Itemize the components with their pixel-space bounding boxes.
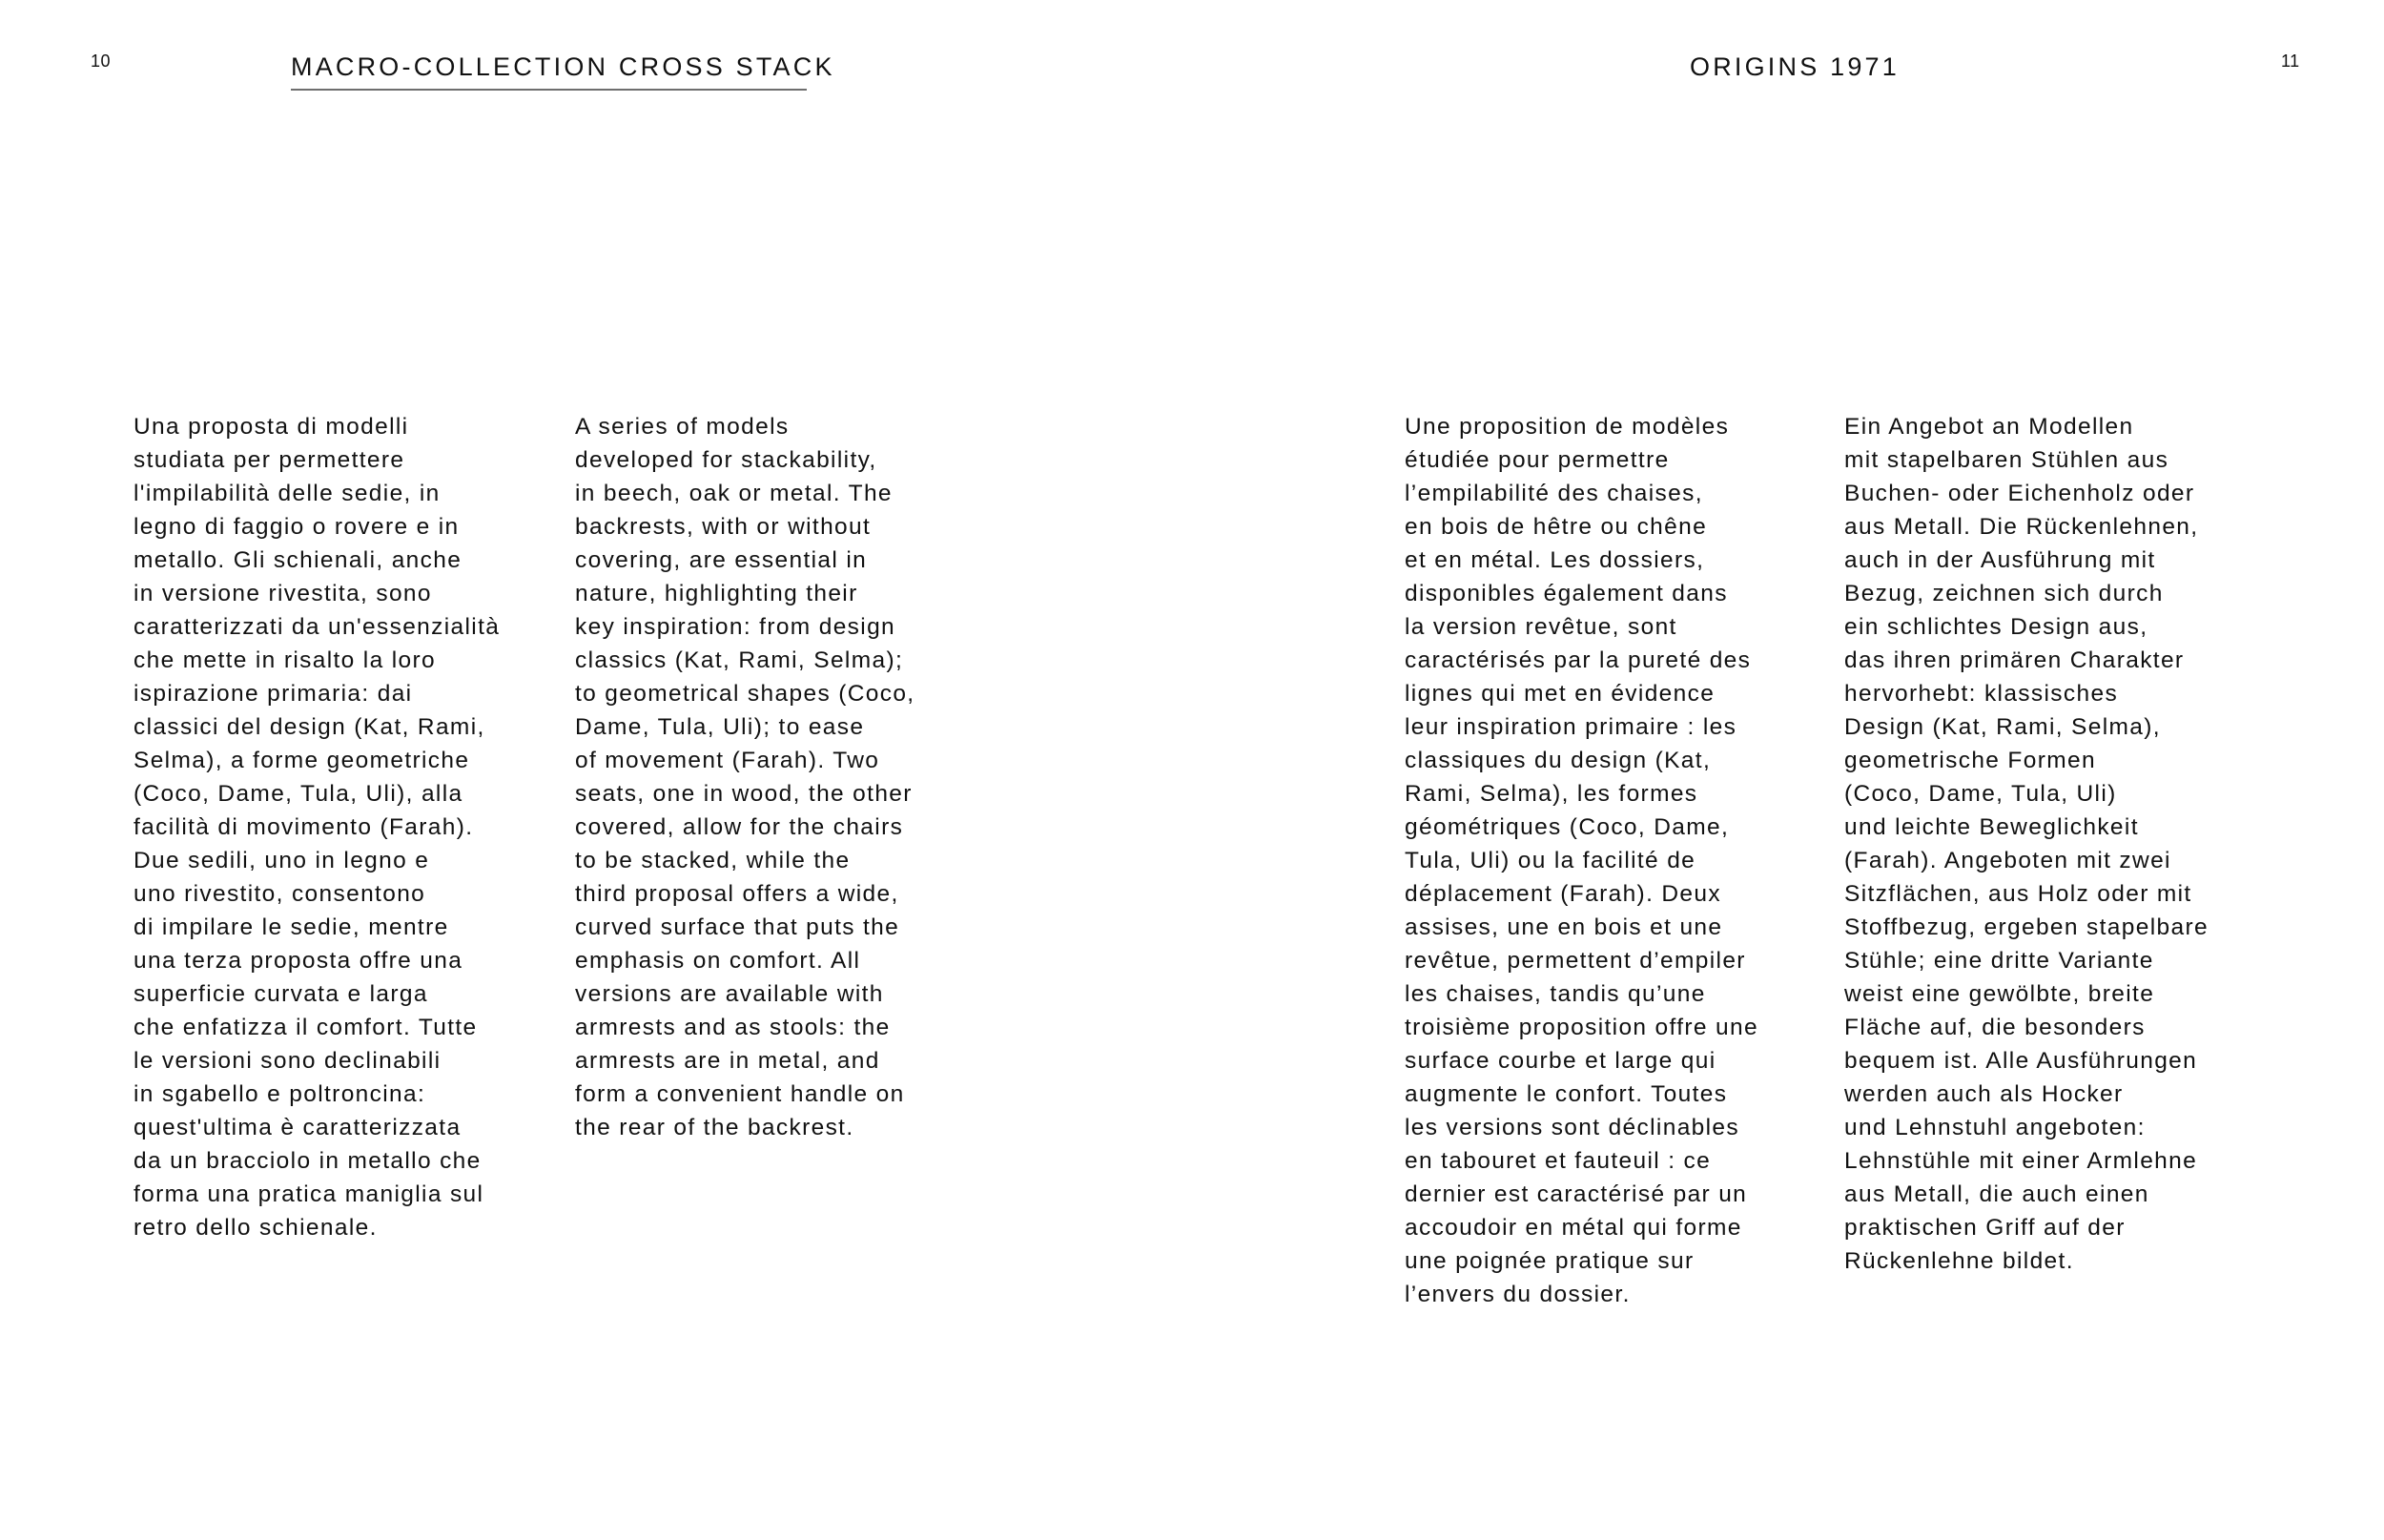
text-line: les chaises, tandis qu’une xyxy=(1405,981,1706,1007)
text-line: aus Metall. Die Rückenlehnen, xyxy=(1844,514,2199,540)
text-column-french xyxy=(1405,410,1758,1311)
text-line: Bezug, zeichnen sich durch xyxy=(1844,581,2164,606)
text-column-italian xyxy=(134,410,500,1244)
text-line: Fläche auf, die besonders xyxy=(1844,1015,2146,1040)
text-line: géométriques (Coco, Dame, xyxy=(1405,814,1730,840)
page-number-left: 10 xyxy=(91,51,112,71)
text-line: nature, highlighting their xyxy=(575,581,858,606)
text-line: metallo. Gli schienali, anche xyxy=(134,547,462,573)
text-line: leur inspiration primaire : les xyxy=(1405,714,1737,740)
text-line: in sgabello e poltroncina: xyxy=(134,1081,426,1107)
text-line: déplacement (Farah). Deux xyxy=(1405,881,1721,907)
text-line: une poignée pratique sur xyxy=(1405,1248,1695,1274)
text-line: the rear of the backrest. xyxy=(575,1115,854,1140)
text-line: che mette in risalto la loro xyxy=(134,647,436,673)
text-line: Sitzflächen, aus Holz oder mit xyxy=(1844,881,2192,907)
text-line: bequem ist. Alle Ausführungen xyxy=(1844,1048,2198,1074)
text-line: curved surface that puts the xyxy=(575,914,900,940)
text-line: geometrische Formen xyxy=(1844,748,2096,773)
text-line: una terza proposta offre una xyxy=(134,948,463,974)
text-line: classici del design (Kat, Rami, xyxy=(134,714,485,740)
text-line: Lehnstühle mit einer Armlehne xyxy=(1844,1148,2198,1174)
text-line: di impilare le sedie, mentre xyxy=(134,914,449,940)
text-line: l’empilabilité des chaises, xyxy=(1405,481,1703,506)
text-line: in versione rivestita, sono xyxy=(134,581,432,606)
running-head-origins: ORIGINS 1971 xyxy=(1690,52,1900,81)
text-line: developed for stackability, xyxy=(575,447,877,473)
text-line: und leichte Beweglichkeit xyxy=(1844,814,2139,840)
text-line: lignes qui met en évidence xyxy=(1405,681,1716,707)
text-line: forma una pratica maniglia sul xyxy=(134,1181,484,1207)
text-line: third proposal offers a wide, xyxy=(575,881,899,907)
text-line: Rami, Selma), les formes xyxy=(1405,781,1698,807)
text-line: assises, une en bois et une xyxy=(1405,914,1723,940)
text-line: auch in der Ausführung mit xyxy=(1844,547,2156,573)
text-line: superficie curvata e larga xyxy=(134,981,428,1007)
text-line: Dame, Tula, Uli); to ease xyxy=(575,714,865,740)
text-line: Tula, Uli) ou la facilité de xyxy=(1405,848,1696,873)
text-line: uno rivestito, consentono xyxy=(134,881,426,907)
text-line: Buchen- oder Eichenholz oder xyxy=(1844,481,2195,506)
text-line: seats, one in wood, the other xyxy=(575,781,913,807)
text-line: retro dello schienale. xyxy=(134,1215,378,1241)
text-line: l'impilabilità delle sedie, in xyxy=(134,481,441,506)
text-line: und Lehnstuhl angeboten: xyxy=(1844,1115,2146,1140)
text-line: werden auch als Hocker xyxy=(1844,1081,2124,1107)
text-line: da un bracciolo in metallo che xyxy=(134,1148,482,1174)
text-line: aus Metall, die auch einen xyxy=(1844,1181,2149,1207)
text-line: Rückenlehne bildet. xyxy=(1844,1248,2074,1274)
text-line: quest'ultima è caratterizzata xyxy=(134,1115,462,1140)
text-line: étudiée pour permettre xyxy=(1405,447,1670,473)
text-line: classiques du design (Kat, xyxy=(1405,748,1712,773)
text-line: che enfatizza il comfort. Tutte xyxy=(134,1015,478,1040)
text-line: ispirazione primaria: dai xyxy=(134,681,413,707)
text-line: Una proposta di modelli xyxy=(134,414,409,440)
text-line: disponibles également dans xyxy=(1405,581,1728,606)
text-line: armrests and as stools: the xyxy=(575,1015,891,1040)
text-line: to be stacked, while the xyxy=(575,848,851,873)
text-column-english xyxy=(575,410,915,1144)
text-line: studiata per permettere xyxy=(134,447,405,473)
text-line: le versioni sono declinabili xyxy=(134,1048,442,1074)
text-line: caratterizzati da un'essenzialità xyxy=(134,614,501,640)
text-line: facilità di movimento (Farah). xyxy=(134,814,474,840)
text-line: versions are available with xyxy=(575,981,884,1007)
text-line: form a convenient handle on xyxy=(575,1081,905,1107)
text-line: weist eine gewölbte, breite xyxy=(1844,981,2155,1007)
text-line: Stühle; eine dritte Variante xyxy=(1844,948,2154,974)
text-line: covering, are essential in xyxy=(575,547,868,573)
text-line: les versions sont déclinables xyxy=(1405,1115,1740,1140)
text-line: troisième proposition offre une xyxy=(1405,1015,1758,1040)
text-line: la version revêtue, sont xyxy=(1405,614,1677,640)
text-line: Design (Kat, Rami, Selma), xyxy=(1844,714,2161,740)
text-line: en tabouret et fauteuil : ce xyxy=(1405,1148,1712,1174)
text-line: et en métal. Les dossiers, xyxy=(1405,547,1705,573)
text-line: key inspiration: from design xyxy=(575,614,896,640)
text-line: Selma), a forme geometriche xyxy=(134,748,470,773)
text-line: mit stapelbaren Stühlen aus xyxy=(1844,447,2169,473)
text-line: l’envers du dossier. xyxy=(1405,1282,1631,1307)
text-line: hervorhebt: klassisches xyxy=(1844,681,2119,707)
text-line: caractérisés par la pureté des xyxy=(1405,647,1752,673)
text-line: en bois de hêtre ou chêne xyxy=(1405,514,1708,540)
text-line: Stoffbezug, ergeben stapelbare xyxy=(1844,914,2209,940)
text-line: das ihren primären Charakter xyxy=(1844,647,2185,673)
text-line: accoudoir en métal qui forme xyxy=(1405,1215,1742,1241)
text-line: dernier est caractérisé par un xyxy=(1405,1181,1748,1207)
text-line: augmente le confort. Toutes xyxy=(1405,1081,1728,1107)
text-line: (Coco, Dame, Tula, Uli), alla xyxy=(134,781,463,807)
text-line: Ein Angebot an Modellen xyxy=(1844,414,2134,440)
text-line: emphasis on comfort. All xyxy=(575,948,861,974)
text-line: of movement (Farah). Two xyxy=(575,748,880,773)
text-line: revêtue, permettent d’empiler xyxy=(1405,948,1746,974)
text-line: praktischen Griff auf der xyxy=(1844,1215,2126,1241)
text-line: (Farah). Angeboten mit zwei xyxy=(1844,848,2171,873)
text-line: (Coco, Dame, Tula, Uli) xyxy=(1844,781,2117,807)
text-line: covered, allow for the chairs xyxy=(575,814,904,840)
text-line: to geometrical shapes (Coco, xyxy=(575,681,915,707)
text-line: Due sedili, uno in legno e xyxy=(134,848,430,873)
text-column-german xyxy=(1844,410,2209,1278)
text-line: armrests are in metal, and xyxy=(575,1048,880,1074)
text-line: in beech, oak or metal. The xyxy=(575,481,893,506)
text-line: surface courbe et large qui xyxy=(1405,1048,1716,1074)
running-head-collection-title: MACRO-COLLECTION CROSS STACK xyxy=(291,51,807,91)
text-line: Une proposition de modèles xyxy=(1405,414,1730,440)
text-line: legno di faggio o rovere e in xyxy=(134,514,460,540)
text-line: ein schlichtes Design aus, xyxy=(1844,614,2148,640)
text-line: classics (Kat, Rami, Selma); xyxy=(575,647,904,673)
text-line: backrests, with or without xyxy=(575,514,872,540)
page-number-right: 11 xyxy=(2281,51,2300,71)
text-line: A series of models xyxy=(575,414,790,440)
